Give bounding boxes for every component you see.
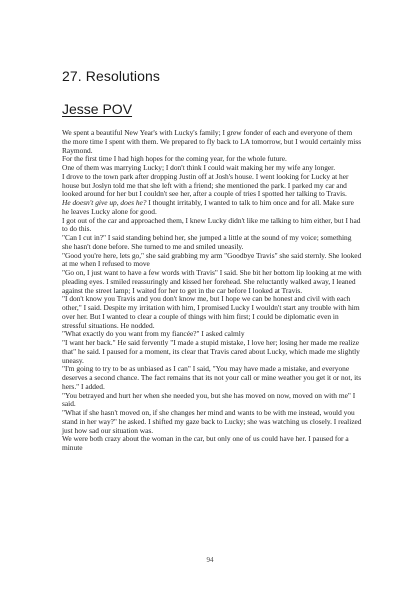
italic-thought: He doesn't give up, does he? — [62, 198, 147, 207]
paragraph: "You betrayed and hurt her when she needed you, but she has moved on now, moved on with me" I said. — [62, 390, 356, 409]
paragraph: I drove to the town park after dropping Justin off at Josh's house. I went looking for Lucky at her house but Joslyn told me that she left with a friend; she mentioned the park. I parked my car and looked around for her but I couldn't see her, after a couple of tries I spotted her talking to Travis. — [62, 171, 349, 199]
paragraph: "I'm going to try to be as unbiased as I can" I said, "You may have made a mistake, and everyone deserves a second chance. The fact remains that its not your call or mine weather you get it or not, its hers." I added. — [62, 364, 362, 391]
paragraph: "What if she hasn't moved on, if she changes her mind and wants to be with me instead, would you stand in her way?" he asked. I shifted my gaze back to Lucky; she was watching us closely. I realized just how sad our situation was. — [62, 408, 362, 435]
paragraph — [62, 199, 362, 217]
paragraph: We spent a beautiful New Year's with Lucky's family; I grew fonder of each and everyone of them the more time I spent with them. We prepared to fly back to LA tomorrow, but I would certainly miss Raymond. — [62, 128, 362, 155]
paragraph: "I don't know you Travis and you don't know me, but I hope we can be honest and civil with each other," I said. Despite my irritation with him, I promised Lucky I wouldn't start any trouble with him over her. But I wanted to clear a couple of things with him first; I could be diplomatic even in stressful situations. He nodded. — [62, 294, 360, 330]
paragraph: One of them was marrying Lucky; I don't think I could wait making her my wife any longer. — [62, 163, 336, 172]
paragraph: "Good you're here, lets go," she said grabbing my arm "Goodbye Travis" she said sternly. She looked at me when I refused to move — [62, 250, 362, 269]
paragraph: "Can I cut in?" I said standing behind her, she jumped a little at the sound of my voice; something she hasn't done before. She turned to me and smiled uneasily. — [62, 233, 352, 251]
paragraph: "I want her back." He said fervently "I made a stupid mistake, I love her; losing her made me realize that" he said. I paused for a moment, its clear that Travis cared about Lucky, which made me slightly uneasy. — [62, 338, 360, 365]
paragraph: For the first time I had high hopes for the coming year, for the whole future. — [62, 154, 287, 164]
chapter-body — [62, 129, 362, 453]
paragraph: We were both crazy about the woman in the car, but only one of us could have her. I paused for a minute — [62, 434, 349, 452]
chapter-title: 27. Resolutions — [62, 68, 161, 84]
page-number: 94 — [206, 556, 214, 564]
pov-heading: Jesse POV — [62, 101, 133, 117]
paragraph: I got out of the car and approached them, I knew Lucky didn't like me talking to him either, but I had to do this. — [62, 215, 361, 234]
paragraph: "Go on, I just want to have a few words with Travis" I said. She bit her bottom lip looking at me with pleading eyes. I smiled reassuringly and kissed her forehead. She reluctantly walked away, I leaned against the street lamp; I waited for her to get in the car before I looked at Travis. — [62, 268, 362, 295]
paragraph-continuation: I thought irritably, I wanted to talk to him once and for all. Make sure he leaves Lucky alone for good. — [62, 198, 354, 216]
paragraph: "What exactly do you want from my fiancée?" I asked calmly — [62, 329, 245, 339]
